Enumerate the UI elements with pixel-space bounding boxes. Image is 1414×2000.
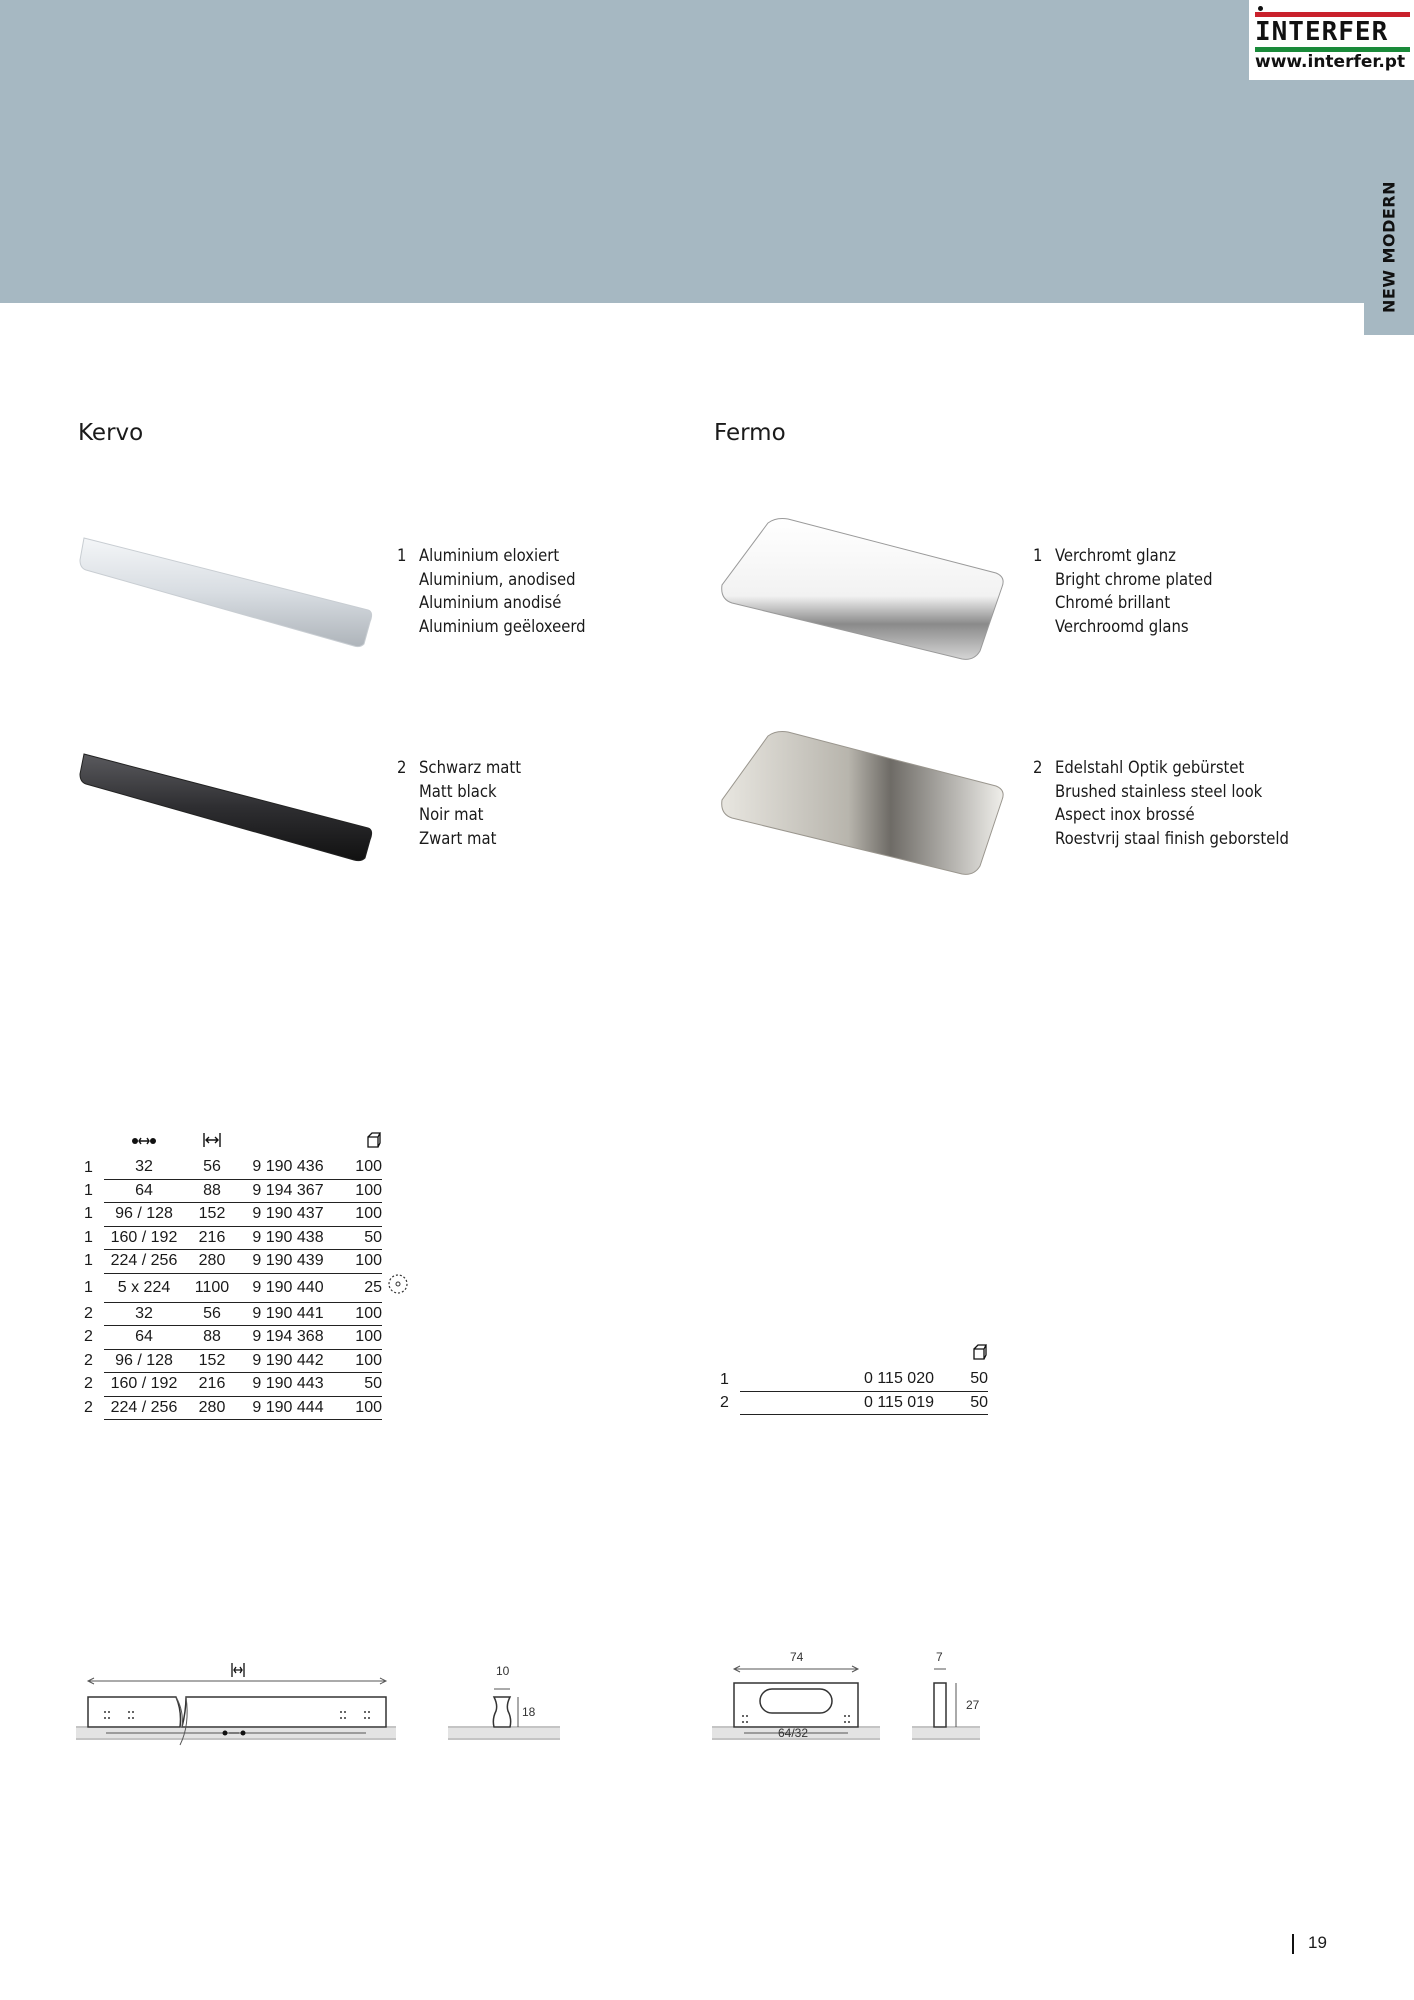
cell-spacing: 160 / 192 — [104, 1226, 184, 1250]
cell-empty — [382, 1349, 412, 1373]
kervo-variant-2 — [397, 756, 522, 850]
table-row — [84, 1203, 412, 1227]
variant-line: Verchroomd glans — [1055, 616, 1189, 636]
cell-variant: 2 — [84, 1304, 93, 1322]
cell-pack: 50 — [940, 1368, 988, 1391]
cell-empty — [382, 1302, 412, 1326]
cell-spacing: 64 — [104, 1326, 184, 1350]
kervo-aluminium-image — [78, 530, 378, 650]
cell-pack: 50 — [940, 1391, 988, 1415]
fermo-spec-table — [720, 1342, 988, 1415]
cell-variant: 2 — [84, 1398, 93, 1416]
table-row — [84, 1156, 412, 1179]
variant-number: 1 — [1033, 546, 1043, 565]
brand-logo[interactable] — [1249, 0, 1414, 80]
variant-line: Aluminium eloxiert — [419, 546, 560, 565]
fermo-variant-1 — [1033, 544, 1213, 638]
cell-pack: 100 — [336, 1396, 382, 1420]
kervo-black-image — [78, 748, 378, 868]
variant-number: 1 — [397, 546, 407, 565]
package-icon — [940, 1342, 988, 1368]
variant-line: Noir mat — [419, 805, 484, 824]
package-icon — [336, 1130, 382, 1156]
cell-variant: 2 — [720, 1393, 729, 1411]
fermo-profile-drawing — [912, 1645, 1002, 1765]
hole-spacing-icon — [104, 1130, 184, 1156]
cell-pack: 50 — [336, 1226, 382, 1250]
fermo-chrome-image — [718, 515, 1008, 665]
variant-line: Chromé brillant — [1055, 593, 1171, 612]
cell-article: 9 190 438 — [240, 1226, 336, 1250]
cell-article: 9 190 439 — [240, 1250, 336, 1274]
logo-dot — [1258, 6, 1263, 11]
fermo-steel-image — [718, 730, 1008, 880]
brand-url: www.interfer.pt — [1255, 52, 1406, 72]
cell-length: 216 — [184, 1226, 240, 1250]
table-row — [84, 1349, 412, 1373]
kervo-spec-table — [84, 1130, 412, 1420]
profile-height-label: 18 — [522, 1705, 536, 1719]
fermo-profile-height-label: 27 — [966, 1698, 980, 1712]
table-row — [720, 1368, 988, 1391]
cell-empty — [382, 1203, 412, 1227]
cell-variant: 2 — [84, 1351, 93, 1369]
saw-blade-icon — [382, 1273, 412, 1302]
variant-line: Bright chrome plated — [1055, 569, 1213, 589]
cell-variant: 1 — [84, 1158, 93, 1176]
cell-article: 0 115 020 — [740, 1368, 940, 1391]
cell-variant: 1 — [84, 1252, 93, 1270]
table-row — [84, 1226, 412, 1250]
cell-article: 0 115 019 — [740, 1391, 940, 1415]
cell-article: 9 190 436 — [240, 1156, 336, 1179]
cell-empty — [382, 1373, 412, 1397]
cell-spacing: 32 — [104, 1302, 184, 1326]
cell-spacing: 96 / 128 — [104, 1349, 184, 1373]
table-row — [84, 1302, 412, 1326]
cell-variant: 1 — [720, 1370, 729, 1388]
cell-length: 88 — [184, 1326, 240, 1350]
cell-pack: 100 — [336, 1349, 382, 1373]
cell-length: 56 — [184, 1302, 240, 1326]
cell-empty — [382, 1326, 412, 1350]
cell-pack: 50 — [336, 1373, 382, 1397]
variant-line: Aluminium anodisé — [419, 593, 562, 612]
variant-number: 2 — [1033, 758, 1043, 777]
page-number-separator — [1292, 1934, 1294, 1954]
cell-pack: 100 — [336, 1179, 382, 1203]
cell-pack: 25 — [336, 1273, 382, 1302]
variant-line: Zwart mat — [419, 828, 497, 848]
cell-spacing: 224 / 256 — [104, 1396, 184, 1420]
cell-spacing: 32 — [104, 1156, 184, 1179]
table-row — [84, 1273, 412, 1302]
cell-empty — [382, 1226, 412, 1250]
cell-article: 9 190 443 — [240, 1373, 336, 1397]
variant-line: Aspect inox brossé — [1055, 805, 1195, 824]
cell-length: 152 — [184, 1349, 240, 1373]
cell-length: 216 — [184, 1373, 240, 1397]
cell-length: 88 — [184, 1179, 240, 1203]
cell-pack: 100 — [336, 1326, 382, 1350]
cell-article: 9 190 441 — [240, 1302, 336, 1326]
brand-name: INTERFER — [1255, 17, 1389, 47]
cell-article: 9 190 442 — [240, 1349, 336, 1373]
cell-length: 152 — [184, 1203, 240, 1227]
product-title-fermo: Fermo — [714, 420, 786, 446]
cell-variant: 2 — [84, 1375, 93, 1393]
cell-pack: 100 — [336, 1250, 382, 1274]
side-tab-label: NEW MODERN — [1379, 181, 1399, 313]
cell-pack: 100 — [336, 1203, 382, 1227]
cell-empty — [382, 1396, 412, 1420]
variant-line: Matt black — [419, 781, 497, 801]
cell-variant: 1 — [84, 1278, 93, 1296]
header-band — [0, 0, 1414, 303]
fermo-variant-2 — [1033, 756, 1289, 850]
cell-article: 9 190 437 — [240, 1203, 336, 1227]
profile-width-label: 10 — [496, 1664, 510, 1678]
side-tab — [1364, 165, 1414, 335]
cell-length: 280 — [184, 1250, 240, 1274]
product-title-kervo: Kervo — [78, 420, 144, 446]
variant-line: Edelstahl Optik gebürstet — [1055, 758, 1245, 777]
cell-variant: 1 — [84, 1181, 93, 1199]
cell-pack: 100 — [336, 1302, 382, 1326]
cell-variant: 1 — [84, 1228, 93, 1246]
table-row — [84, 1373, 412, 1397]
table-header — [720, 1342, 988, 1368]
cell-length: 56 — [184, 1156, 240, 1179]
variant-line: Schwarz matt — [419, 758, 522, 777]
cell-article: 9 194 367 — [240, 1179, 336, 1203]
cell-empty — [382, 1156, 412, 1179]
cell-empty — [382, 1179, 412, 1203]
table-header — [84, 1130, 412, 1156]
cell-length: 280 — [184, 1396, 240, 1420]
fermo-front-drawing — [712, 1645, 892, 1765]
cell-pack: 100 — [336, 1156, 382, 1179]
cell-length: 1100 — [184, 1273, 240, 1302]
length-icon — [232, 1663, 244, 1677]
page-number — [1292, 1933, 1327, 1954]
page-number-text: 19 — [1308, 1933, 1327, 1952]
kervo-profile-drawing — [448, 1655, 568, 1765]
cell-spacing: 96 / 128 — [104, 1203, 184, 1227]
kervo-side-drawing — [76, 1655, 406, 1765]
fermo-spacing-label: 64/32 — [778, 1726, 809, 1740]
cell-spacing: 224 / 256 — [104, 1250, 184, 1274]
length-icon — [184, 1130, 240, 1156]
variant-number: 2 — [397, 758, 407, 777]
variant-line: Verchromt glanz — [1055, 546, 1176, 565]
kervo-variant-1 — [397, 544, 586, 638]
table-row — [84, 1179, 412, 1203]
fermo-profile-width-label: 7 — [936, 1650, 943, 1664]
variant-line: Aluminium, anodised — [419, 569, 576, 589]
cell-variant: 1 — [84, 1205, 93, 1223]
variant-line: Brushed stainless steel look — [1055, 781, 1263, 801]
cell-article: 9 194 368 — [240, 1326, 336, 1350]
fermo-length-label: 74 — [790, 1650, 804, 1664]
variant-line: Roestvrij staal finish geborsteld — [1055, 828, 1289, 848]
cell-spacing: 5 x 224 — [104, 1273, 184, 1302]
variant-line: Aluminium geëloxeerd — [419, 616, 586, 636]
cell-spacing: 64 — [104, 1179, 184, 1203]
cell-article: 9 190 440 — [240, 1273, 336, 1302]
cell-empty — [382, 1250, 412, 1274]
table-row — [84, 1250, 412, 1274]
cell-spacing: 160 / 192 — [104, 1373, 184, 1397]
table-row — [720, 1391, 988, 1415]
table-row — [84, 1396, 412, 1420]
cell-article: 9 190 444 — [240, 1396, 336, 1420]
table-row — [84, 1326, 412, 1350]
cell-variant: 2 — [84, 1328, 93, 1346]
